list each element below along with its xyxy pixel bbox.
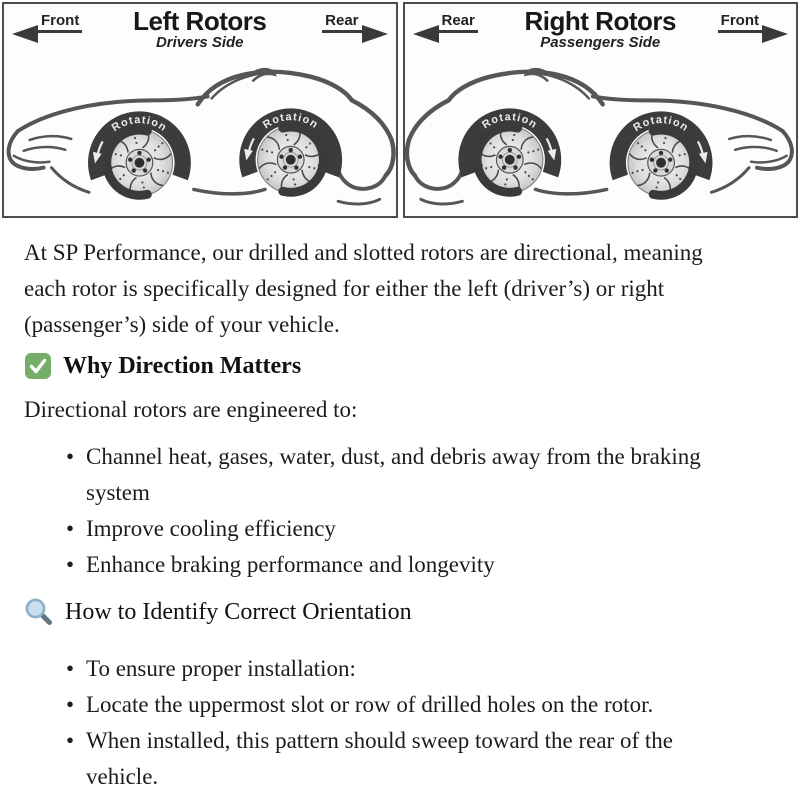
section-heading-identify-orientation: [24, 597, 776, 627]
magnifying-glass-icon: [24, 597, 54, 627]
list-item: • Improve cooling efficiency: [64, 511, 746, 547]
orientation-steps-list: [24, 651, 776, 795]
panel-title: Right Rotors: [524, 6, 676, 36]
intro-paragraph: At SP Performance, our drilled and slotted rotors are directional, meaning each rotor is specifically designed for either the left (driver’s) or right (passenger’s) side of your vehicle.: [24, 240, 703, 337]
rear-label-text: Rear: [439, 12, 478, 33]
section-heading-text: Why Direction Matters: [63, 353, 302, 379]
rotation-label: Rotation: [479, 111, 540, 132]
front-label: [38, 12, 82, 33]
rotor-direction-diagram: [0, 0, 800, 218]
list-item: • Locate the uppermost slot or row of drilled holes on the rotor.: [64, 687, 746, 723]
front-label: [718, 12, 762, 33]
list-item: • When installed, this pattern should sweep toward the rear of the vehicle.: [64, 723, 746, 795]
arrow-left-icon: [12, 25, 38, 43]
rotation-label: Rotation: [630, 114, 691, 135]
list-item: • Channel heat, gases, water, dust, and debris away from the braking system: [64, 439, 746, 511]
panel-subtitle: Drivers Side: [155, 34, 244, 51]
arrow-right-icon: [362, 25, 388, 43]
rear-label-text: Rear: [322, 12, 361, 33]
car-illustration-left: [4, 56, 396, 216]
panel-subtitle: Passengers Side: [540, 34, 661, 51]
arrow-right-icon: [762, 25, 788, 43]
car-illustration-right: [405, 56, 797, 216]
rear-label: [322, 12, 361, 33]
list-item: • Enhance braking performance and longevity: [64, 547, 746, 583]
panel-title: Left Rotors: [133, 6, 267, 36]
list-item: • To ensure proper installation:: [64, 651, 746, 687]
section-heading-why-direction-matters: [24, 351, 776, 381]
section-heading-text: How to Identify Correct Orientation: [65, 599, 412, 625]
front-label-text: Front: [718, 12, 762, 33]
section-lead: Directional rotors are engineered to:: [24, 397, 358, 422]
check-mark-icon: [24, 352, 52, 380]
arrow-left-icon: [413, 25, 439, 43]
diagram-panel-left: [2, 2, 398, 218]
benefits-list: [24, 439, 776, 583]
rotation-label: Rotation: [260, 111, 321, 132]
diagram-panel-right: [403, 2, 799, 218]
panel-header-right: [405, 4, 797, 56]
front-label-text: Front: [38, 12, 82, 33]
article-body: [0, 235, 800, 795]
panel-header-left: [4, 4, 396, 56]
rear-label: [439, 12, 478, 33]
rotation-label: Rotation: [109, 114, 170, 135]
